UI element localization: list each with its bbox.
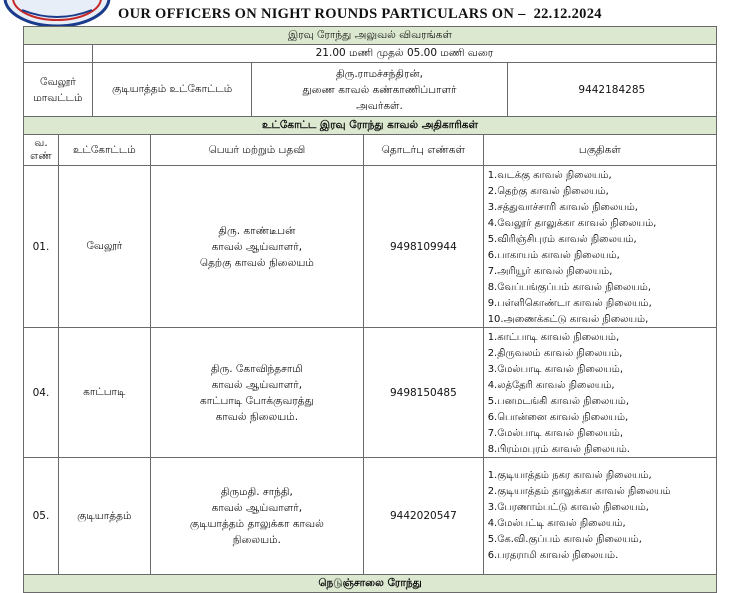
row-subdivision: வேலூர்: [59, 166, 151, 327]
row-phone: 9442020547: [364, 458, 484, 574]
row-subdivision: குடியாத்தம்: [59, 458, 151, 574]
row-phone: 9498150485: [364, 328, 484, 457]
row-areas: 1.வடக்கு காவல் நிலையம், 2.தெற்கு காவல் நிலையம், 3.சத்துவாச்சாரி காவல் நிலையம், 4.வேலூர் தாலுக்கா காவல் நிலையம், 5.விரிஞ்சிபுரம் காவல் நிலையம், 6.பாகாயம் காவல் நிலையம், 7.அரியூர் காவல் நிலையம், 8.வேப்பங்குப்பம் காவல் நிலையம், 9.பள்ளிகொண்டா காவல் நிலையம், 10.அணைக்கட்டு காவல் நிலையம்,: [487, 170, 657, 325]
report-title-text: OUR OFFICERS ON NIGHT ROUNDS PARTICULARS ON –: [118, 6, 526, 22]
row-no: 04.: [24, 328, 59, 457]
report-title: [118, 6, 618, 26]
row-officer: திருமதி. சாந்தி, காவல் ஆய்வாளர், குடியாத்தம் தாலுக்கா காவல் நிலையம்.: [151, 458, 364, 574]
table-row: [23, 327, 717, 457]
col-header-no: வ. எண்: [24, 135, 59, 165]
district-subdivision: குடியாத்தம் உட்கோட்டம்: [93, 63, 253, 116]
row-areas: 1.காட்பாடி காவல் நிலையம், 2.திருவலம் காவல் நிலையம், 3.மேல்பாடி காவல் நிலையம், 4.லத்தேரி காவல் நிலையம், 5.பனமடங்கி காவல் நிலையம், 6.பொன்னை காவல் நிலையம், 7.மேல்பாடி காவல் நிலையம், 8.பிரம்மபுரம் காவல் நிலையம்.: [487, 332, 630, 455]
col-header-officer: பெயர் மற்றும் பதவி: [151, 135, 364, 165]
table-header-row: [23, 134, 717, 165]
row-officer: திரு. காண்டீபன் காவல் ஆய்வாளர், தெற்கு காவல் நிலையம்: [151, 166, 364, 327]
district-phone: 9442184285: [578, 83, 646, 96]
table-row: [23, 457, 717, 574]
report-date: 22.12.2024: [533, 6, 602, 22]
district-officer-row: [23, 62, 717, 116]
highway-patrol-band: நெடுஞ்சாலை ரோந்து: [23, 574, 717, 593]
col-header-areas: பகுதிகள்: [578, 143, 621, 156]
district-label: வேலூர் மாவட்டம்: [24, 63, 93, 116]
time-range-row: [23, 44, 717, 62]
row-officer: திரு. கோவிந்தசாமி காவல் ஆய்வாளர், காட்பாடி போக்குவரத்து காவல் நிலையம்.: [151, 328, 364, 457]
row-phone: 9498109944: [364, 166, 484, 327]
row-subdivision: காட்பாடி: [59, 328, 151, 457]
col-header-phone: தொடர்பு எண்கள்: [364, 135, 484, 165]
time-range: 21.00 மணி முதல் 05.00 மணி வரை: [315, 47, 494, 59]
row-no: 01.: [24, 166, 59, 327]
row-areas: 1.குடியாத்தம் நகர காவல் நிலையம், 2.குடியாத்தம் தாலுக்கா காவல் நிலையம் 3.பேரணாம்பட்டு காவல் நிலையம், 4.மேல்பட்டி காவல் நிலையம், 5.கே.வி.குப்பம் காவல் நிலையம், 6.பரதராமி காவல் நிலையம்.: [487, 470, 671, 561]
night-rounds-table: [23, 26, 717, 593]
col-header-subdivision: உட்கோட்டம்: [59, 135, 151, 165]
district-officer: திரு.ராமச்சந்திரன், துணை காவல் கண்காணிப்பாளர் அவர்கள்.: [252, 63, 507, 116]
subdivision-officers-band: உட்கோட்ட இரவு ரோந்து காவல் அதிகாரிகள்: [23, 116, 717, 134]
row-no: 05.: [24, 458, 59, 574]
table-row: [23, 165, 717, 327]
night-rounds-band: இரவு ரோந்து அலுவல் விவரங்கள்: [23, 26, 717, 44]
